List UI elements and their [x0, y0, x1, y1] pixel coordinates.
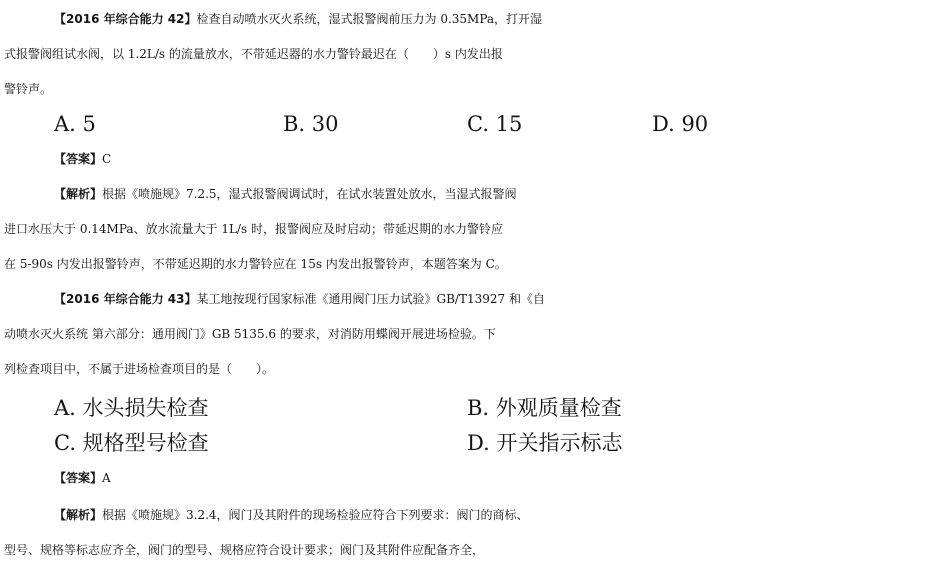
option-b: B. 30	[283, 112, 339, 136]
question-42-line-1	[0, 2, 932, 36]
question-42-line-3: 警铃声。	[4, 82, 53, 96]
question-42-answer	[54, 142, 936, 176]
option-b: B. 外观质量检查	[467, 396, 622, 420]
answer-value: A	[102, 471, 111, 485]
question-43-line-3: 列检查项目中，不属于进场检查项目的是（ ）。	[4, 362, 275, 376]
question-43-analysis-line-2: 型号、规格等标志应齐全，阀门的型号、规格应符合设计要求；阀门及其附件应配备齐全，	[4, 543, 485, 557]
option-d: D. 90	[652, 112, 709, 136]
question-43-line-1	[0, 282, 932, 316]
answer-label: 【答案】	[54, 471, 103, 485]
option-a: A. 水头损失检查	[54, 396, 209, 420]
question-43-analysis-line-1	[54, 498, 936, 532]
question-42-line-2: 式报警阀组试水阀，以 1.2L/s 的流量放水，不带延迟器的水力警铃最迟在（ ）s 内发出报	[4, 47, 503, 61]
option-d: D. 开关指示标志	[467, 431, 623, 455]
question-43-text: 某工地按现行国家标准《通用阀门压力试验》GB/T13927 和《自	[196, 292, 545, 306]
analysis-label: 【解析】	[54, 187, 103, 201]
question-42-analysis-line-2: 进口水压大于 0.14MPa、放水流量大于 1L/s 时，报警阀应及时启动；带延迟期的水力警铃应	[4, 222, 503, 236]
question-43-tag: 【2016 年综合能力 43】	[54, 292, 197, 306]
option-c: C. 15	[467, 112, 523, 136]
analysis-label: 【解析】	[54, 508, 103, 522]
analysis-text: 根据《喷施规》3.2.4，阀门及其附件的现场检验应符合下列要求：阀门的商标、	[102, 508, 529, 522]
answer-label: 【答案】	[54, 152, 103, 166]
question-43-line-2: 动喷水灭火系统 第六部分：通用阀门》GB 5135.6 的要求，对消防用蝶阀开展进场检验。下	[4, 327, 496, 341]
answer-value: C	[102, 152, 112, 166]
question-42-analysis-line-1	[54, 177, 936, 211]
option-c: C. 规格型号检查	[54, 431, 209, 455]
question-42-analysis-line-3: 在 5-90s 内发出报警铃声，不带延迟期的水力警铃应在 15s 内发出报警铃声，本题答案为 C。	[4, 257, 507, 271]
question-43-answer	[54, 461, 936, 495]
analysis-text: 根据《喷施规》7.2.5，湿式报警阀调试时，在试水装置处放水，当湿式报警阀	[102, 187, 517, 201]
question-42-text: 检查自动喷水灭火系统，湿式报警阀前压力为 0.35MPa，打开湿	[196, 12, 543, 26]
question-42-tag: 【2016 年综合能力 42】	[54, 12, 197, 26]
option-a: A. 5	[54, 112, 96, 136]
